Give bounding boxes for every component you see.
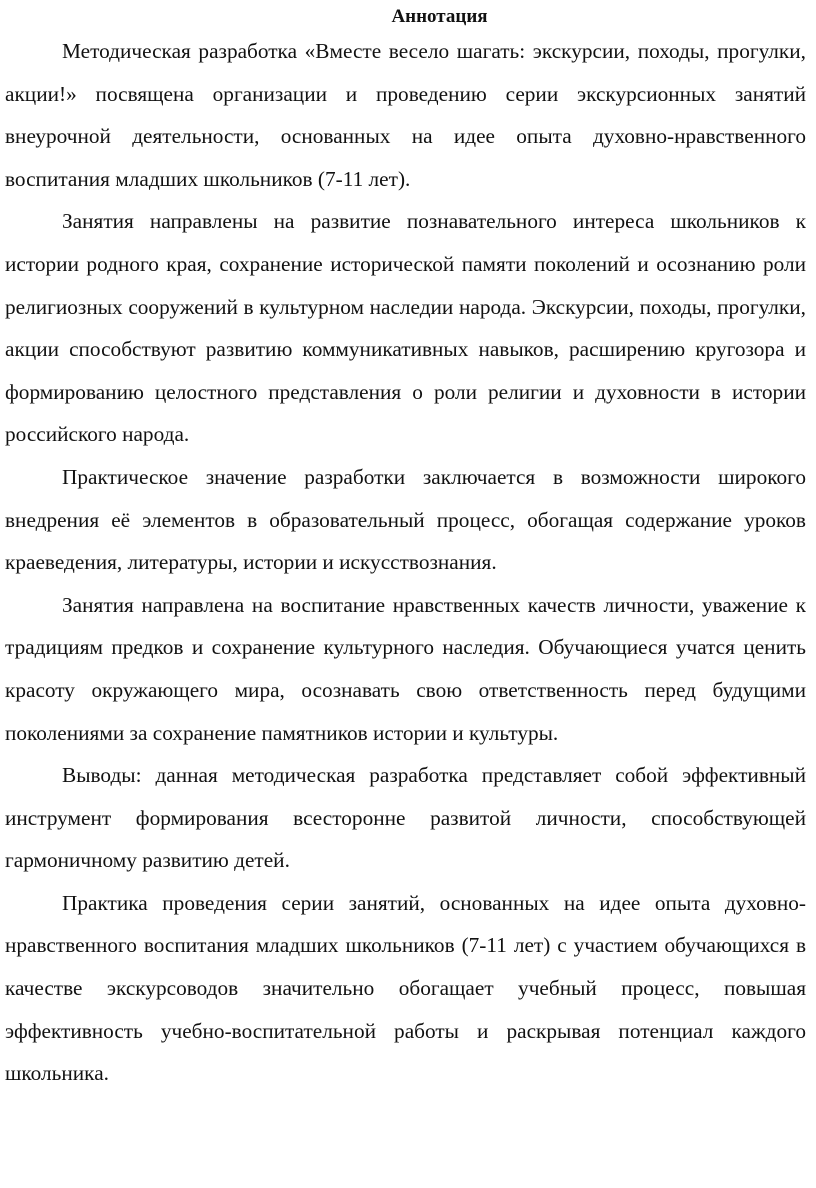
paragraph-practice: Практика проведения серии занятий, основанных на идее опыта духовно-нравственного воспитания младших школьников (7-11 лет) с участием обучающихся в качестве экскурсоводов значительно обогащает учебный процесс, повышая эффективность учебно-воспитательной работы и раскрывая потенциал каждого школьника. (5, 890, 806, 1086)
document-title: Аннотация (391, 6, 488, 27)
paragraph-education: Занятия направлена на воспитание нравственных качеств личности, уважение к традициям предков и сохранение культурного наследия. Обучающиеся учатся ценить красоту окружающего мира, осознавать свою ответственность перед будущими поколениями за сохранение памятников истории и культуры. (5, 592, 806, 745)
paragraph-practical-value: Практическое значение разработки заключается в возможности широкого внедрения её элементов в образовательный процесс, обогащая содержание уроков краеведения, литературы, истории и искусствознания. (5, 464, 806, 575)
paragraph-conclusions: Выводы: данная методическая разработка представляет собой эффективный инструмент формирования всесторонне развитой личности, способствующей гармоничному развитию детей. (5, 763, 806, 873)
paragraph-goals: Занятия направлены на развитие познавательного интереса школьников к истории родного края, сохранение исторической памяти поколений и осознанию роли религиозных сооружений в культурном наследии народа. Экскурсии, походы, прогулки, акции способствуют развитию коммуникативных навыков, расширению кругозора и формированию целостного представления о роли религии и духовности в истории российского народа. (5, 209, 806, 447)
paragraph-intro: Методическая разработка «Вместе весело шагать: экскурсии, походы, прогулки, акции!» посвящена организации и проведению серии экскурсионных занятий внеурочной деятельности, основанных на идее опыта духовно-нравственного воспитания младших школьников (7-11 лет). (5, 39, 806, 191)
